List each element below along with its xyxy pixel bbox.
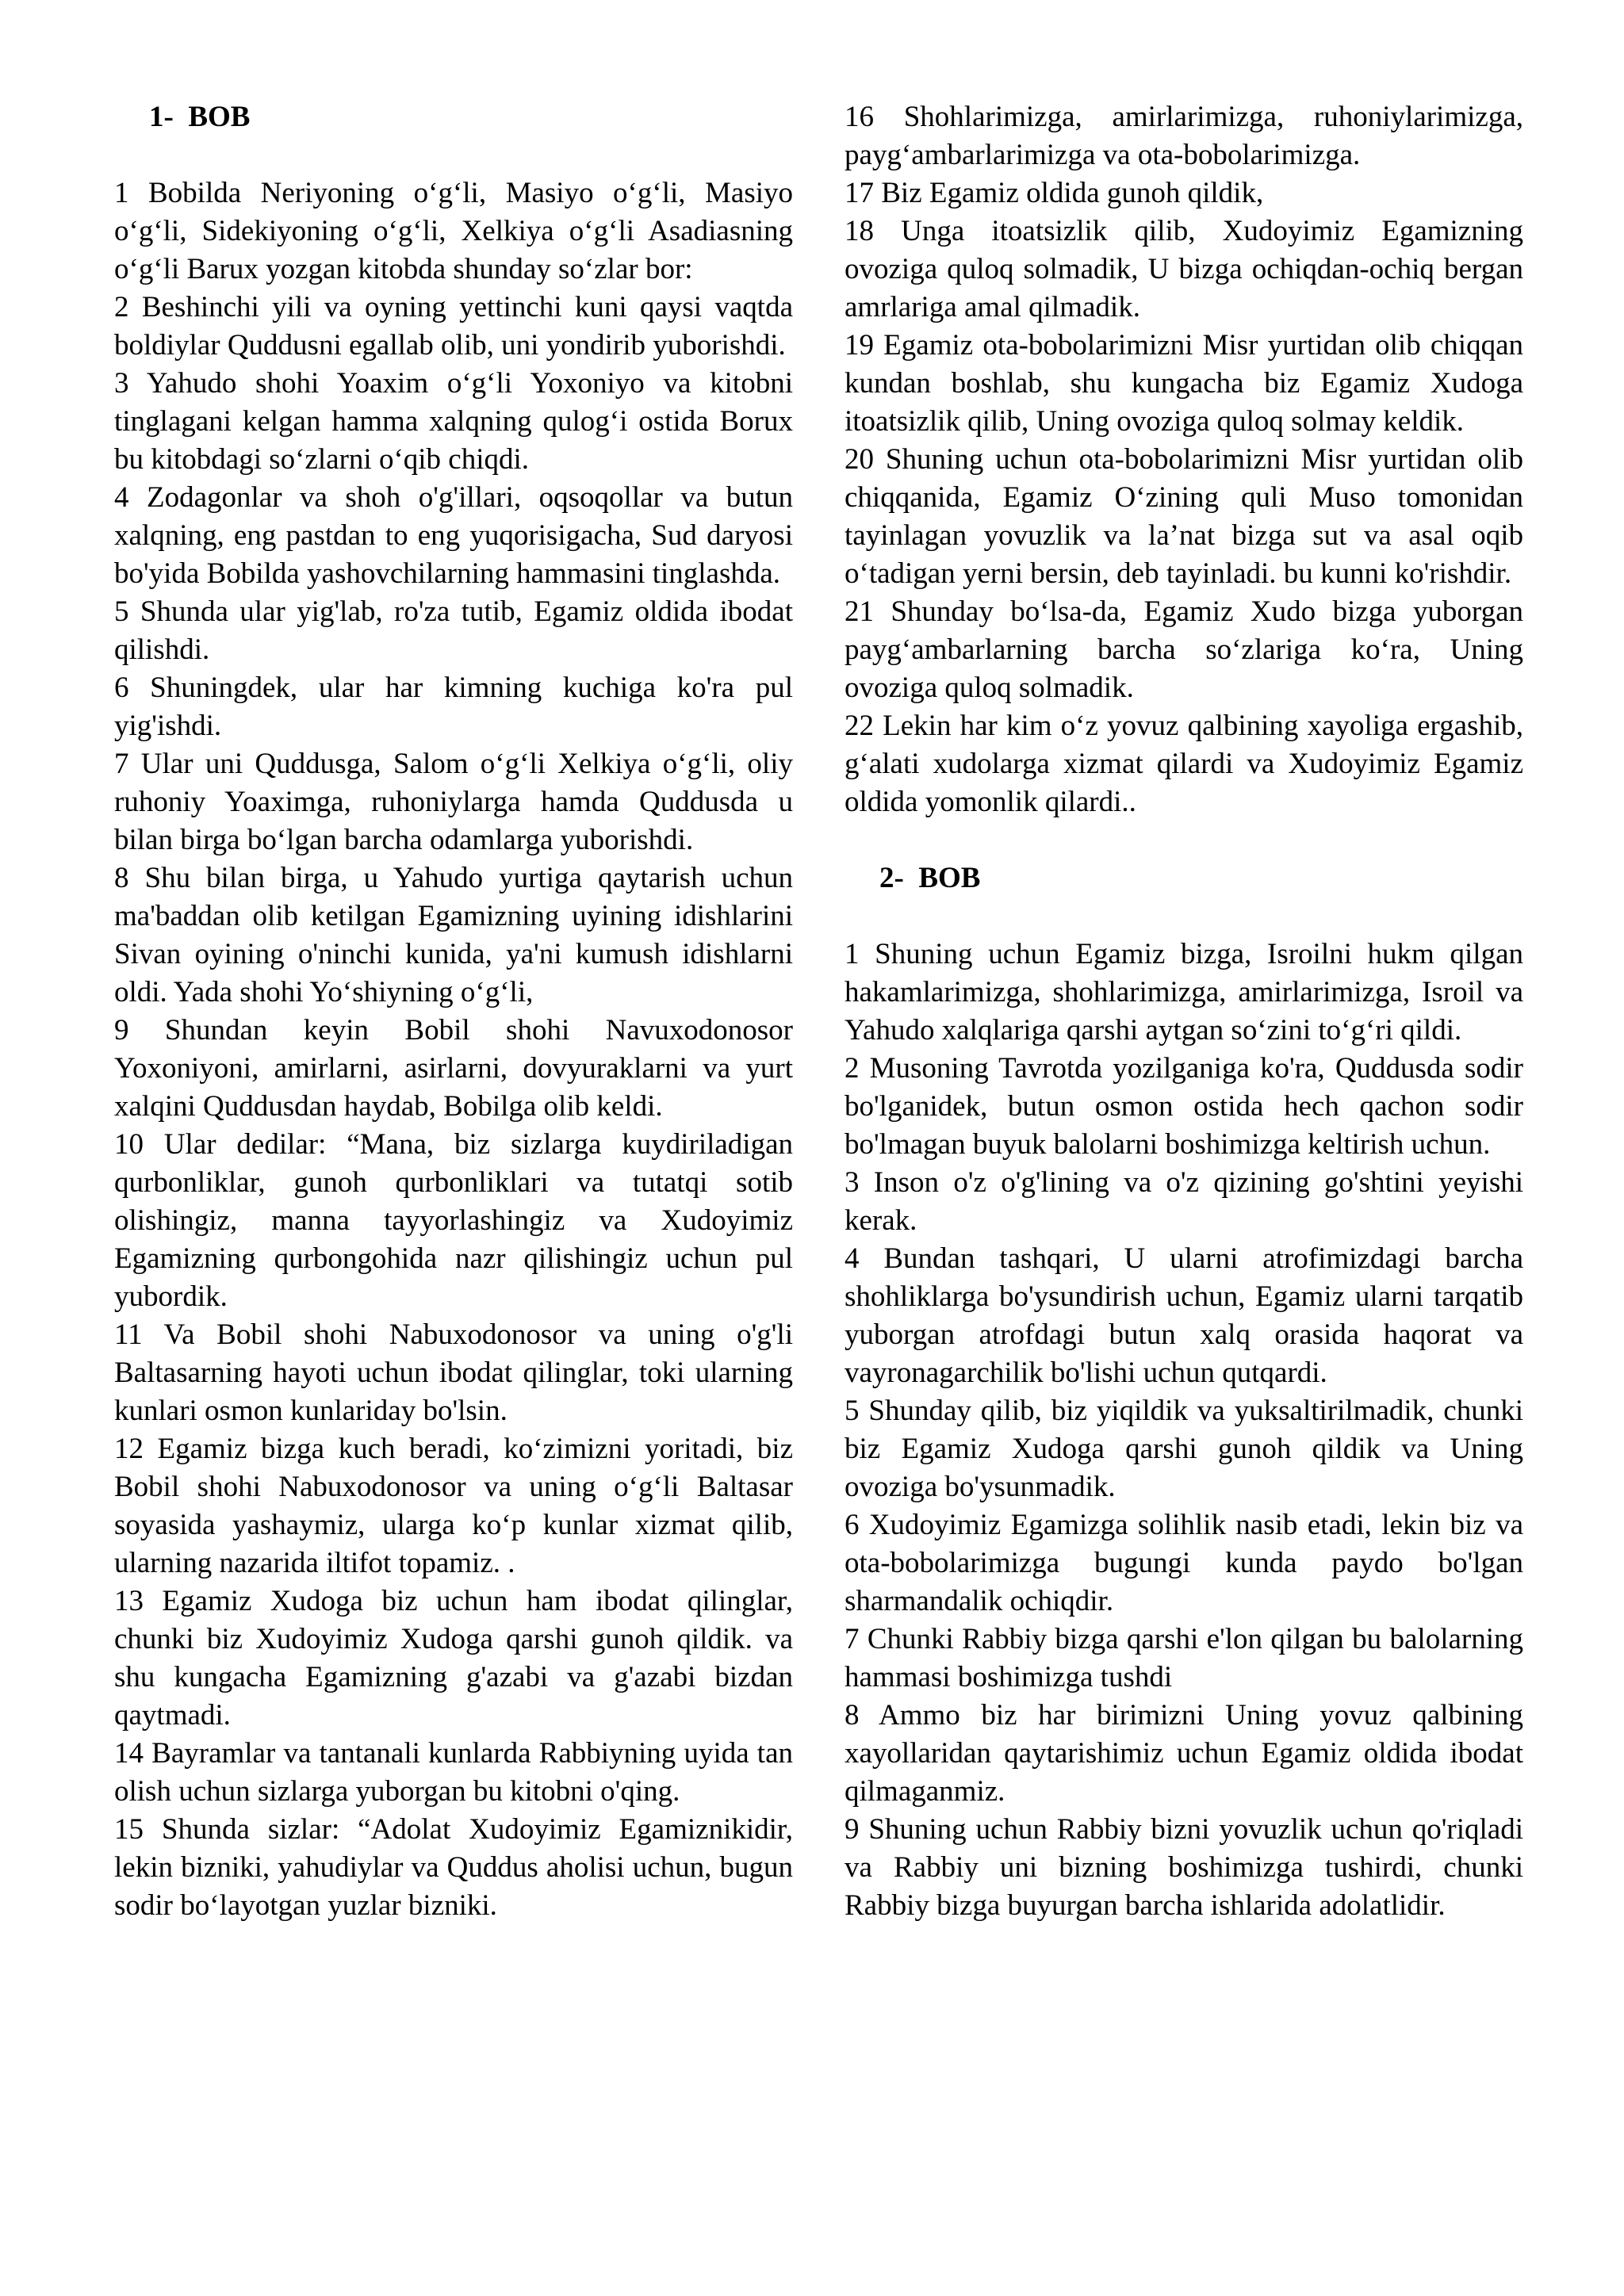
chapter-2-heading: 2- BOB (879, 862, 981, 894)
chapter-1-verse-11: 11 Va Bobil shohi Nabuxodonosor va uning o'g'li Baltasarning hayoti uchun ibodat qilinglar, toki ularning kunlari osmon kunlariday bo'lsin. (114, 1318, 793, 1427)
chapter-1-verse-9: 9 Shundan keyin Bobil shohi Navuxodonosor Yoxoniyoni, amirlarni, asirlarni, dovyuraklarni va yurt xalqini Quddusdan haydab, Bobilga olib keldi. (114, 1014, 793, 1123)
chapter-1-verse-14: 14 Bayramlar va tantanali kunlarda Rabbiyning uyida tan olish uchun sizlarga yuborgan bu kitobni o'qing. (114, 1737, 793, 1808)
chapter-1-verse-21: 21 Shunday bo‘lsa-da, Egamiz Xudo bizga yuborgan payg‘ambarlarning barcha so‘zlariga ko‘ra, Uning ovoziga quloq solmadik. (845, 595, 1523, 704)
chapter-1-verse-19: 19 Egamiz ota-bobolarimizni Misr yurtidan olib chiqqan kundan boshlab, shu kungacha biz Egamiz Xudoga itoatsizlik qilib, Uning ovoziga quloq solmay keldik. (845, 329, 1523, 438)
chapter-1-verse-16: 16 Shohlarimizga, amirlarimizga, ruhoniylarimizga, payg‘ambarlarimizga va ota-bobolarimizga. (845, 101, 1523, 171)
chapter-1-verse-4: 4 Zodagonlar va shoh o'g'illari, oqsoqollar va butun xalqning, eng pastdan to eng yuqorisigacha, Sud daryosi bo'yida Bobilda yashovchilarning hammasini tinglashda. (114, 481, 793, 590)
chapter-1-verse-22: 22 Lekin har kim o‘z yovuz qalbining xayoliga ergashib, g‘alati xudolarga xizmat qilardi va Xudoyimiz Egamiz oldida yomonlik qilardi.. (845, 710, 1523, 818)
chapter-2-block (845, 859, 1523, 1925)
chapter-1-verse-20: 20 Shuning uchun ota-bobolarimizni Misr yurtidan olib chiqqanida, Egamiz O‘zining quli Muso tomonidan tayinlagan yovuzlik va la’nat bizga sut va asal oqib o‘tadigan yerni bersin, deb tayinladi. bu kunni ko'rishdir. (845, 443, 1523, 590)
chapter-2-verse-6: 6 Xudoyimiz Egamizga solihlik nasib etadi, lekin biz va ota-bobolarimizga bugungi kunda paydo bo'lgan sharmandalik ochiqdir. (845, 1509, 1523, 1617)
chapter-1-heading: 1- BOB (149, 101, 251, 133)
chapter-2-verse-4: 4 Bundan tashqari, U ularni atrofimizdagi barcha shohliklarga bo'ysundirish uchun, Egamiz ularni tarqatib yuborgan atrofdagi butun xalq orasida haqorat va vayronagarchilik bo'lishi uchun qutqardi. (845, 1242, 1523, 1389)
chapter-1-verse-17: 17 Biz Egamiz oldida gunoh qildik, (845, 177, 1264, 209)
chapter-1-verse-5: 5 Shunda ular yig'lab, ro'za tutib, Egamiz oldida ibodat qilishdi. (114, 595, 793, 666)
chapter-1-verse-13: 13 Egamiz Xudoga biz uchun ham ibodat qilinglar, chunki biz Xudoyimiz Xudoga qarshi gunoh qildik. va shu kungacha Egamizning g'azabi va g'azabi bizdan qaytmadi. (114, 1585, 793, 1732)
chapter-2-verse-8: 8 Ammo biz har birimizni Uning yovuz qalbining xayollaridan qaytarishimiz uchun Egamiz oldida ibodat qilmaganmiz. (845, 1699, 1523, 1808)
chapter-2-verse-9: 9 Shuning uchun Rabbiy bizni yovuzlik uchun qo'riqladi va Rabbiy uni bizning boshimizga tushirdi, chunki Rabbiy bizga buyurgan barcha ishlarida adolatlidir. (845, 1813, 1523, 1922)
chapter-1-verse-18: 18 Unga itoatsizlik qilib, Xudoyimiz Egamizning ovoziga quloq solmadik, U bizga ochiqdan-ochiq bergan amrlariga amal qilmadik. (845, 215, 1523, 323)
chapter-1-verse-10: 10 Ular dedilar: “Mana, biz sizlarga kuydiriladigan qurbonliklar, gunoh qurbonliklari va tutatqi sotib olishingiz, manna tayyorlashingiz va Xudoyimiz Egamizning qurbongohida nazr qilishingiz uchun pul yubordik. (114, 1128, 793, 1313)
chapter-1-verse-7: 7 Ular uni Quddusga, Salom o‘g‘li Xelkiya o‘g‘li, oliy ruhoniy Yoaximga, ruhoniylarga hamda Quddusda u bilan birga bo‘lgan barcha odamlarga yuborishdi. (114, 748, 793, 856)
chapter-1-verse-12: 12 Egamiz bizga kuch beradi, ko‘zimizni yoritadi, biz Bobil shohi Nabuxodonosor va uning o‘g‘li Baltasar soyasida yashaymiz, ularga ko‘p kunlar xizmat qilib, ularning nazarida iltifot topamiz. . (114, 1433, 793, 1579)
chapter-2-verse-5: 5 Shunday qilib, biz yiqildik va yuksaltirilmadik, chunki biz Egamiz Xudoga qarshi gunoh qildik va Uning ovoziga bo'ysunmadik. (845, 1395, 1523, 1503)
left-column (114, 98, 793, 1925)
chapter-2-verse-3: 3 Inson o'z o'g'lining va o'z qizining go'shtini yeyishi kerak. (845, 1166, 1523, 1237)
chapter-2-verse-2: 2 Musoning Tavrotda yozilganiga ko'ra, Quddusda sodir bo'lganidek, butun osmon ostida hech qachon sodir bo'lmagan buyuk balolarni boshimizga keltirish uchun. (845, 1052, 1523, 1161)
chapter-2-verse-7: 7 Chunki Rabbiy bizga qarshi e'lon qilgan bu balolarning hammasi boshimizga tushdi (845, 1623, 1523, 1693)
chapter-1-verse-3: 3 Yahudo shohi Yoaxim o‘g‘li Yoxoniyo va kitobni tinglagani kelgan hamma xalqning qulog‘i ostida Borux bu kitobdagi so‘zlarni o‘qib chiqdi. (114, 367, 793, 476)
chapter-1-verse-1: 1 Bobilda Neriyoning o‘g‘li, Masiyo o‘g‘li, Masiyo o‘g‘li, Sidekiyoning o‘g‘li, Xelkiya o‘g‘li Asadiasning o‘g‘li Barux yozgan kitobda shunday so‘zlar bor: (114, 177, 793, 285)
chapter-1-verse-2: 2 Beshinchi yili va oyning yettinchi kuni qaysi vaqtda boldiylar Quddusni egallab olib, uni yondirib yuborishdi. (114, 291, 793, 362)
right-column (845, 98, 1523, 1925)
chapter-1-verse-15: 15 Shunda sizlar: “Adolat Xudoyimiz Egamiznikidir, lekin bizniki, yahudiylar va Quddus aholisi uchun, bugun sodir bo‘layotgan yuzlar bizniki. (114, 1813, 793, 1922)
chapter-1-verse-8: 8 Shu bilan birga, u Yahudo yurtiga qaytarish uchun ma'baddan olib ketilgan Egamizning uyining idishlarini Sivan oyining o'ninchi kunida, ya'ni kumush idishlarni oldi. Yada shohi Yo‘shiyning o‘g‘li, (114, 862, 793, 1008)
chapter-1-verse-6: 6 Shuningdek, ular har kimning kuchiga ko'ra pul yig'ishdi. (114, 672, 793, 742)
chapter-2-verse-1: 1 Shuning uchun Egamiz bizga, Isroilni hukm qilgan hakamlarimizga, shohlarimizga, amirlarimizga, Isroil va Yahudo xalqlariga qarshi aytgan so‘zini to‘g‘ri qildi. (845, 938, 1523, 1047)
